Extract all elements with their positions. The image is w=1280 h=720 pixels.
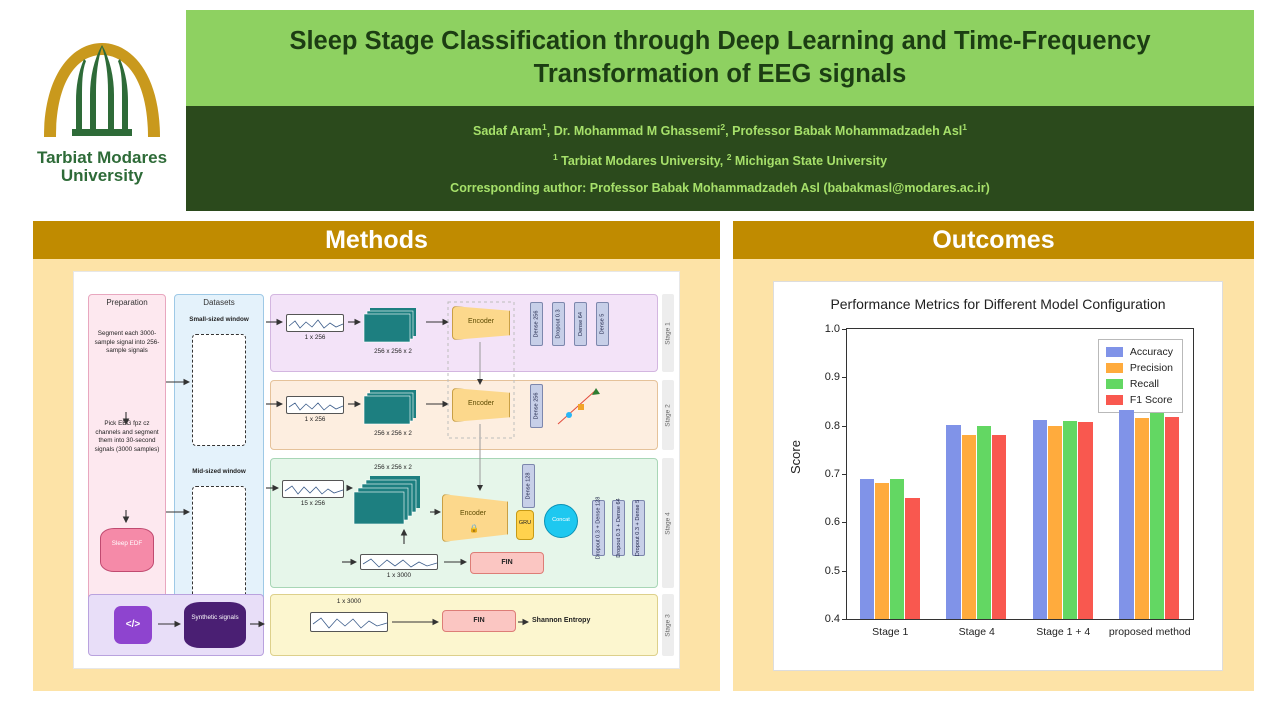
corresponding-author-line: Corresponding author: Professor Babak Mohammadzadeh Asl (babakmasl@modares.ac.ir) (450, 180, 990, 195)
chart-bar (905, 498, 919, 619)
stage-1-dense-256: Dense 256 (530, 302, 543, 346)
authors-bar (186, 106, 1254, 211)
shannon-entropy-label: Shannon Entropy (532, 617, 591, 624)
chart-y-tickmark (842, 474, 847, 475)
legend-swatch (1106, 379, 1123, 389)
chart-y-tickmark (842, 619, 847, 620)
preparation-text-1: Segment each 3000-sample signal into 256-sample signals (94, 330, 160, 354)
chart-bar (860, 479, 874, 619)
chart-y-tick: 0.5 (824, 564, 840, 577)
methods-section-body (33, 259, 720, 691)
chart-bar (962, 435, 976, 619)
stage-1-dropout: Dropout 0.3 (552, 302, 565, 346)
stage-3-fin-label: FIN (473, 617, 485, 624)
outcomes-section-header (733, 221, 1254, 259)
stage-4-dense-128: Dense 128 (522, 464, 535, 508)
stage-2-dense-256: Dense 256 (530, 384, 543, 428)
stage-2-encoder-label: Encoder (467, 400, 495, 407)
chart-x-tick: Stage 1 (872, 626, 909, 638)
stage-4-fin-label: FIN (501, 559, 513, 566)
preparation-text-2: Pick EEG fpz cz channels and segment them into 30-second signals (3000 samples) (94, 420, 160, 453)
stage-4-input-shape: 15 x 256 (300, 500, 326, 507)
methods-pipeline-diagram (73, 271, 680, 669)
datasets-title: Datasets (203, 298, 235, 307)
chart-bar (1078, 422, 1092, 619)
chart-x-tick: Stage 4 (958, 626, 995, 638)
preparation-title: Preparation (106, 298, 148, 307)
code-icon-glyph: </> (125, 619, 141, 630)
logo-text (37, 149, 167, 185)
stage-4-encoder-label: Encoder (459, 510, 487, 517)
methods-section-header (33, 221, 720, 259)
chart-bar (875, 483, 889, 619)
chart-bar (1033, 420, 1047, 619)
small-window-label: Small-sized window (189, 316, 249, 323)
stage-4-raw-shape: 1 x 3000 (386, 572, 412, 579)
chart-y-tickmark (842, 571, 847, 572)
stage-1-encoder-label: Encoder (467, 318, 495, 325)
legend-label: F1 Score (1129, 394, 1173, 406)
stage-1-input-shape: 1 x 256 (304, 334, 326, 341)
chart-bar (1063, 421, 1077, 619)
chart-y-axis-label: Score (788, 440, 803, 474)
chart-y-tick: 0.9 (824, 371, 840, 384)
legend-label: Precision (1129, 362, 1173, 374)
chart-title: Performance Metrics for Different Model Configuration (830, 296, 1166, 312)
stage-3-input-shape: 1 x 3000 (336, 598, 362, 605)
stage-4-tail-3: Dropout 0.3 + Dense 5 (632, 500, 645, 556)
synthetic-signals-label: Synthetic signals (191, 614, 239, 621)
legend-swatch (1106, 395, 1123, 405)
affiliations-line: $^1$ Tarbiat Modares University, $^2$ Michigan State University (552, 151, 888, 168)
stage-3-label: Stage 3 (664, 613, 672, 637)
mid-window-label: Mid-sized window (192, 468, 246, 475)
chart-legend-item (1106, 346, 1173, 358)
legend-swatch (1106, 363, 1123, 373)
stage-2-input-shape: 1 x 256 (304, 416, 326, 423)
logo-line-1: Tarbiat Modares (36, 148, 168, 168)
stage-2-tensor-shape: 256 x 256 x 2 (374, 430, 412, 437)
stage-4-concat-label: Concat (552, 517, 570, 523)
chart-bar (1119, 410, 1133, 619)
logo-line-2: University (60, 166, 144, 185)
chart-bar (992, 435, 1006, 619)
chart-plot-area (824, 323, 1194, 638)
chart-legend-item (1106, 394, 1173, 406)
stage-1-dense-5: Dense 5 (596, 302, 609, 346)
chart-y-tick: 0.4 (824, 613, 840, 625)
sleep-edf-label: Sleep EDF (111, 540, 143, 547)
stage-4-tail-2: Dropout 0.3 + Dense 64 (612, 500, 625, 556)
chart-bar (1165, 417, 1179, 619)
chart-bar (1048, 426, 1062, 619)
chart-bar (1150, 413, 1164, 619)
lock-icon: 🔒 (469, 524, 479, 533)
stage-1-tensor-shape: 256 x 256 x 2 (374, 348, 412, 355)
chart-y-tickmark (842, 377, 847, 378)
stage-4-gru-label: GRU (518, 520, 532, 526)
legend-swatch (1106, 347, 1123, 357)
performance-chart-card (773, 281, 1223, 671)
chart-bar (977, 426, 991, 619)
chart-legend (1098, 339, 1183, 413)
chart-legend-item (1106, 362, 1173, 374)
chart-y-tickmark (842, 522, 847, 523)
stage-4-label: Stage 4 (664, 511, 672, 535)
university-logo (22, 10, 182, 200)
diagram-arrows (74, 272, 681, 670)
poster-title-bar (186, 10, 1254, 106)
stage-2-label: Stage 2 (664, 403, 672, 427)
chart-y-tickmark (842, 426, 847, 427)
authors-line: Sadaf Aram$^1$, Dr. Mohammad M Ghassemi$^2$, Professor Babak Mohammadzadeh Asl$^1$ (473, 122, 967, 139)
chart-y-tickmark (842, 329, 847, 330)
chart-bar (946, 425, 960, 619)
stage-1-dense-64: Dense 64 (574, 302, 587, 346)
stage-4-tail-1: Dropout 0.3 + Dense 128 (592, 500, 605, 556)
university-logo-icon (32, 25, 172, 145)
chart-y-tick: 0.6 (824, 516, 840, 529)
methods-title: Methods (325, 225, 428, 254)
chart-x-tick: proposed method (1108, 626, 1191, 638)
chart-bar (890, 479, 904, 619)
legend-label: Recall (1129, 378, 1159, 390)
chart-y-tick: 1.0 (824, 323, 840, 335)
stage-4-tensor-shape: 256 x 256 x 2 (374, 464, 412, 471)
chart-y-tick: 0.7 (824, 468, 840, 480)
legend-label: Accuracy (1129, 346, 1173, 358)
chart-legend-item (1106, 378, 1173, 390)
outcomes-section-body (733, 259, 1254, 691)
stage-1-label: Stage 1 (664, 321, 672, 345)
chart-x-tick: Stage 1 + 4 (1036, 626, 1091, 638)
outcomes-title: Outcomes (932, 225, 1055, 254)
chart-y-tick: 0.8 (824, 419, 840, 432)
page-title: Sleep Stage Classification through Deep Learning and Time-Frequency Transformation of EEG signals (289, 27, 1151, 88)
chart-bar (1135, 418, 1149, 619)
